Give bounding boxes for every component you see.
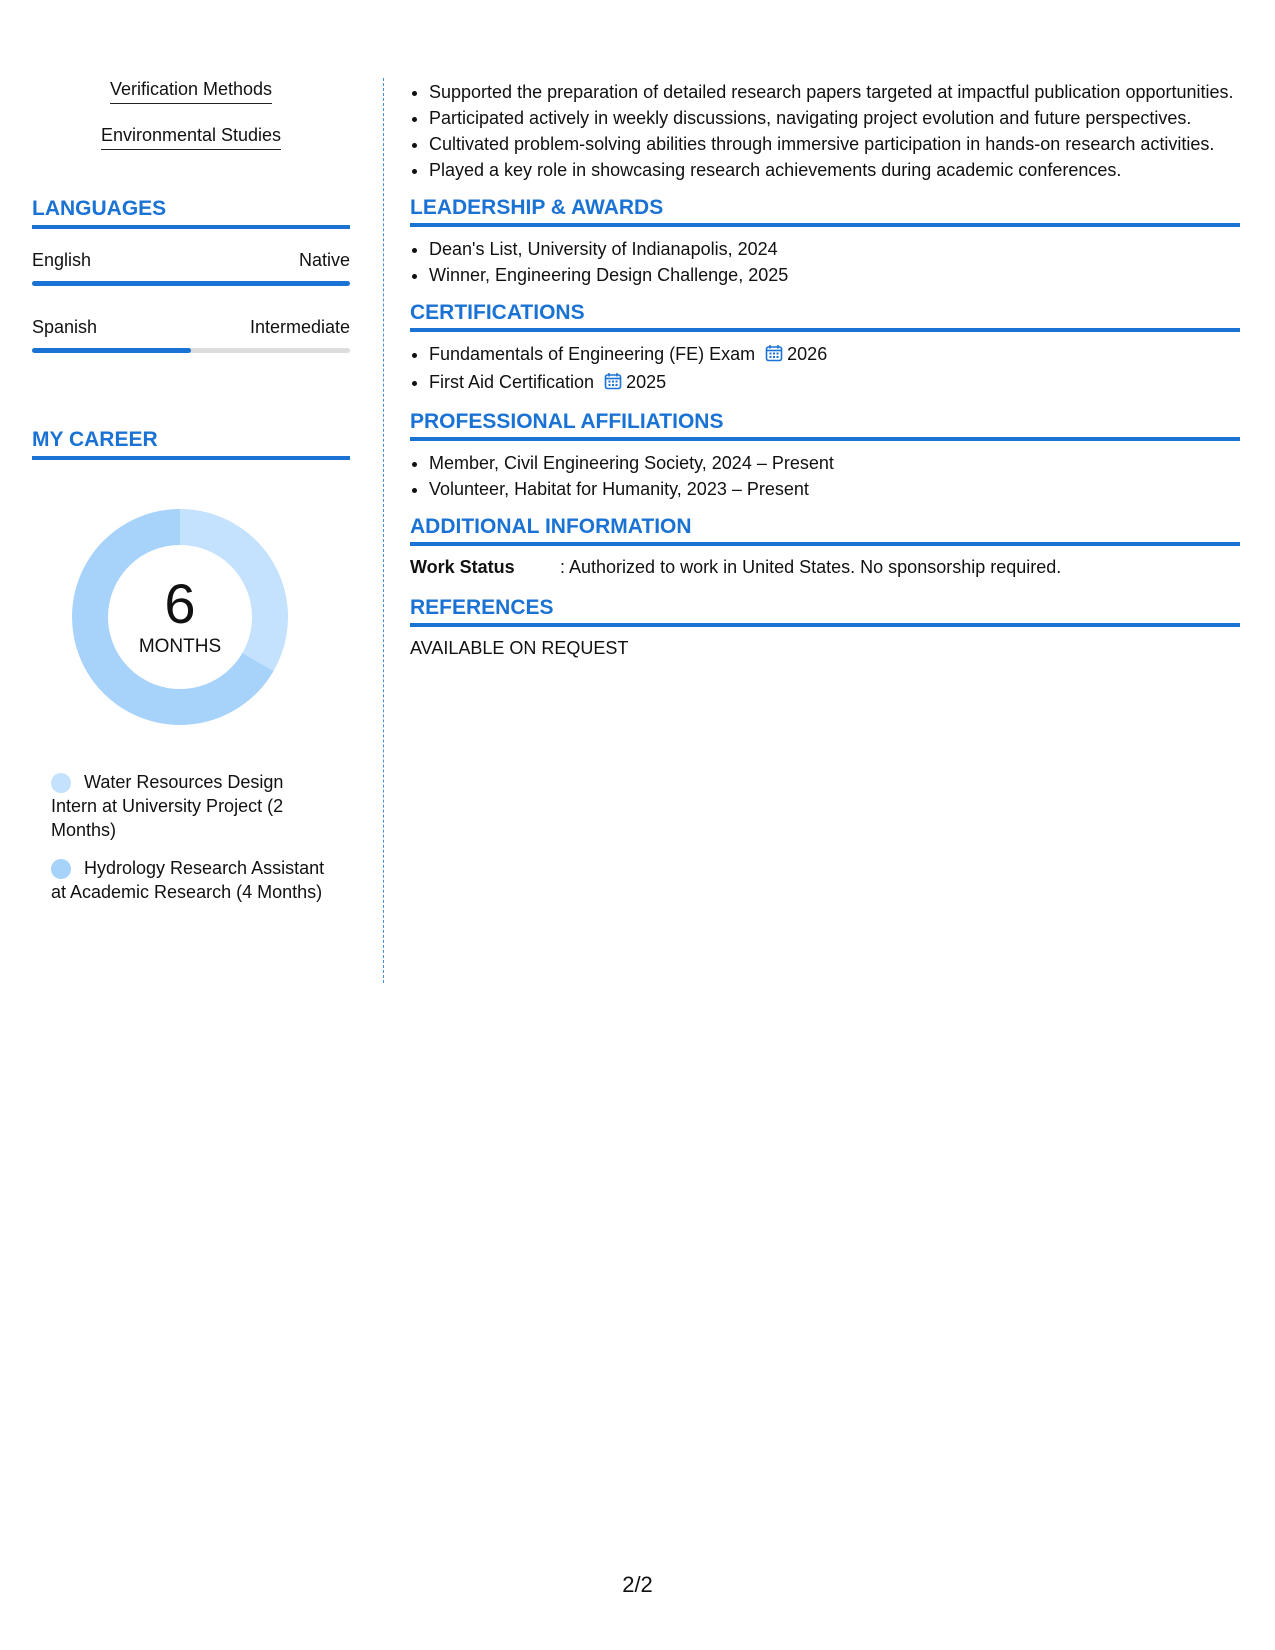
column-divider <box>383 78 384 983</box>
certification-year: 2026 <box>787 344 828 364</box>
list-item: • Participated actively in weekly discussions, navigating project evolution and future perspectives. <box>429 106 1240 130</box>
languages-section <box>32 196 350 353</box>
languages-heading: LANGUAGES <box>32 196 350 229</box>
legend-dot <box>51 773 71 793</box>
career-heading: MY CAREER <box>32 427 350 460</box>
career-total-unit: MONTHS <box>138 636 222 657</box>
proficiency-bar <box>32 348 350 353</box>
affiliations-section <box>410 408 1240 501</box>
skill-tag: Environmental Studies <box>101 124 281 150</box>
page-number: 2/2 <box>622 1572 653 1597</box>
right-column <box>410 80 1240 659</box>
certification-item <box>429 342 1240 368</box>
work-status-value: : Authorized to work in United States. No sponsorship required. <box>560 557 1062 577</box>
leadership-section <box>410 194 1240 287</box>
left-column <box>32 78 350 904</box>
references-heading: REFERENCES <box>410 594 1240 627</box>
list-item: • Dean's List, University of Indianapolis, 2024 <box>429 237 1240 261</box>
leadership-heading: LEADERSHIP & AWARDS <box>410 194 1240 227</box>
legend-item <box>51 856 331 904</box>
language-name: Spanish <box>32 317 98 337</box>
certification-year: 2025 <box>626 372 667 392</box>
career-legend <box>51 770 331 904</box>
proficiency-fill <box>32 281 350 286</box>
certification-name: Fundamentals of Engineering (FE) Exam <box>429 344 756 364</box>
proficiency-bar <box>32 281 350 286</box>
list-item: • Volunteer, Habitat for Humanity, 2023 – Present <box>429 477 1240 501</box>
list-item: • Member, Civil Engineering Society, 2024 – Present <box>429 451 1240 475</box>
language-level: Intermediate <box>249 317 350 337</box>
legend-label: Hydrology Research Assistant at Academic Research (4 Months) <box>51 858 325 902</box>
calendar-icon <box>765 344 783 368</box>
language-item <box>32 316 350 353</box>
additional-info-heading: ADDITIONAL INFORMATION <box>410 513 1240 546</box>
legend-item <box>51 770 331 842</box>
list-item: • Winner, Engineering Design Challenge, 2025 <box>429 263 1240 287</box>
certifications-heading: CERTIFICATIONS <box>410 299 1240 332</box>
list-item: • Cultivated problem-solving abilities through immersive participation in hands-on research activities. <box>429 132 1240 156</box>
list-item: • Played a key role in showcasing research achievements during academic conferences. <box>429 158 1240 182</box>
additional-info-section <box>410 513 1240 578</box>
legend-dot <box>51 859 71 879</box>
certification-item <box>429 370 1240 396</box>
language-name: English <box>32 250 92 270</box>
certifications-section <box>410 299 1240 396</box>
calendar-icon <box>604 372 622 396</box>
proficiency-fill <box>32 348 191 353</box>
language-item <box>32 249 350 286</box>
career-section <box>32 427 350 904</box>
references-section <box>410 594 1240 659</box>
career-donut-chart <box>65 502 295 732</box>
language-level: Native <box>298 250 350 270</box>
references-text: AVAILABLE ON REQUEST <box>410 638 629 658</box>
skill-tag: Verification Methods <box>110 78 272 104</box>
list-item: • Supported the preparation of detailed research papers targeted at impactful publication opportunities. <box>429 80 1240 104</box>
career-total-value: 6 <box>164 572 196 635</box>
experience-bullets <box>410 80 1240 182</box>
legend-label: Water Resources Design Intern at University Project (2 Months) <box>51 772 284 840</box>
work-status-label: Work Status <box>410 557 515 577</box>
affiliations-heading: PROFESSIONAL AFFILIATIONS <box>410 408 1240 441</box>
certification-name: First Aid Certification <box>429 372 595 392</box>
